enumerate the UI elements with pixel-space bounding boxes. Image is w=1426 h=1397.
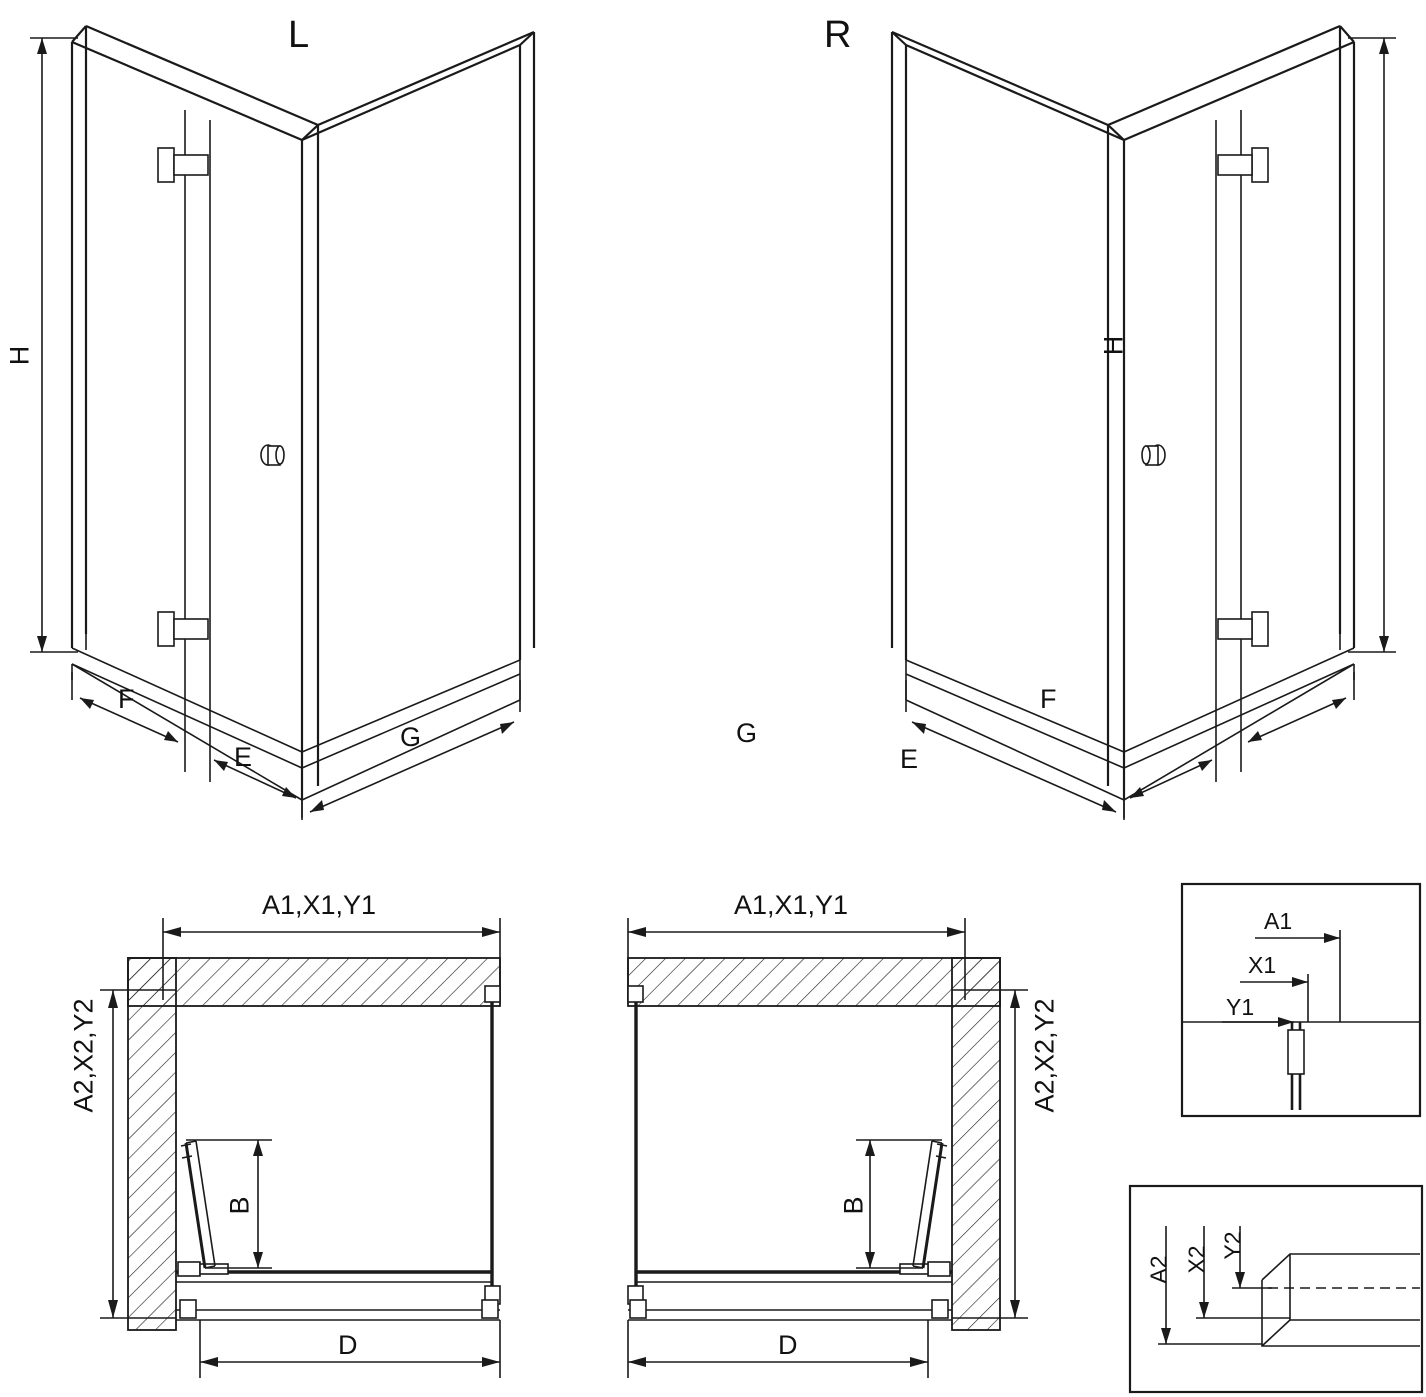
dim-label-e-left: E <box>234 742 253 772</box>
dim-label-e-right: E <box>900 744 919 774</box>
detail-label-a2: A2 <box>1145 1255 1172 1284</box>
dim-label-g-right: G <box>736 718 758 748</box>
dim-label-a2x2y2-left: A2,X2,Y2 <box>68 998 99 1113</box>
dim-label-a1x1y1-right: A1,X1,Y1 <box>734 890 849 920</box>
view-title-right: R <box>824 14 852 56</box>
dim-label-h-right: H <box>1098 335 1129 356</box>
dim-label-f-right: F <box>1040 684 1057 714</box>
detail-label-y2: Y2 <box>1219 1231 1246 1260</box>
view-title-left: L <box>288 14 310 56</box>
detail-label-a1: A1 <box>1264 908 1293 934</box>
dim-label-b-left: B <box>224 1196 255 1215</box>
dim-label-h-left: H <box>4 345 35 366</box>
dim-label-f-left: F <box>118 684 135 714</box>
detail-label-y1: Y1 <box>1226 994 1255 1020</box>
detail-label-x2: X2 <box>1183 1245 1210 1274</box>
dim-label-a2x2y2-right: A2,X2,Y2 <box>1029 998 1060 1113</box>
dim-label-g-left: G <box>400 722 422 752</box>
dim-label-d-left: D <box>338 1330 358 1360</box>
dim-label-a1x1y1-left: A1,X1,Y1 <box>262 890 377 920</box>
dim-label-d-right: D <box>778 1330 798 1360</box>
dim-label-b-right: B <box>838 1196 869 1215</box>
detail-label-x1: X1 <box>1248 952 1277 978</box>
